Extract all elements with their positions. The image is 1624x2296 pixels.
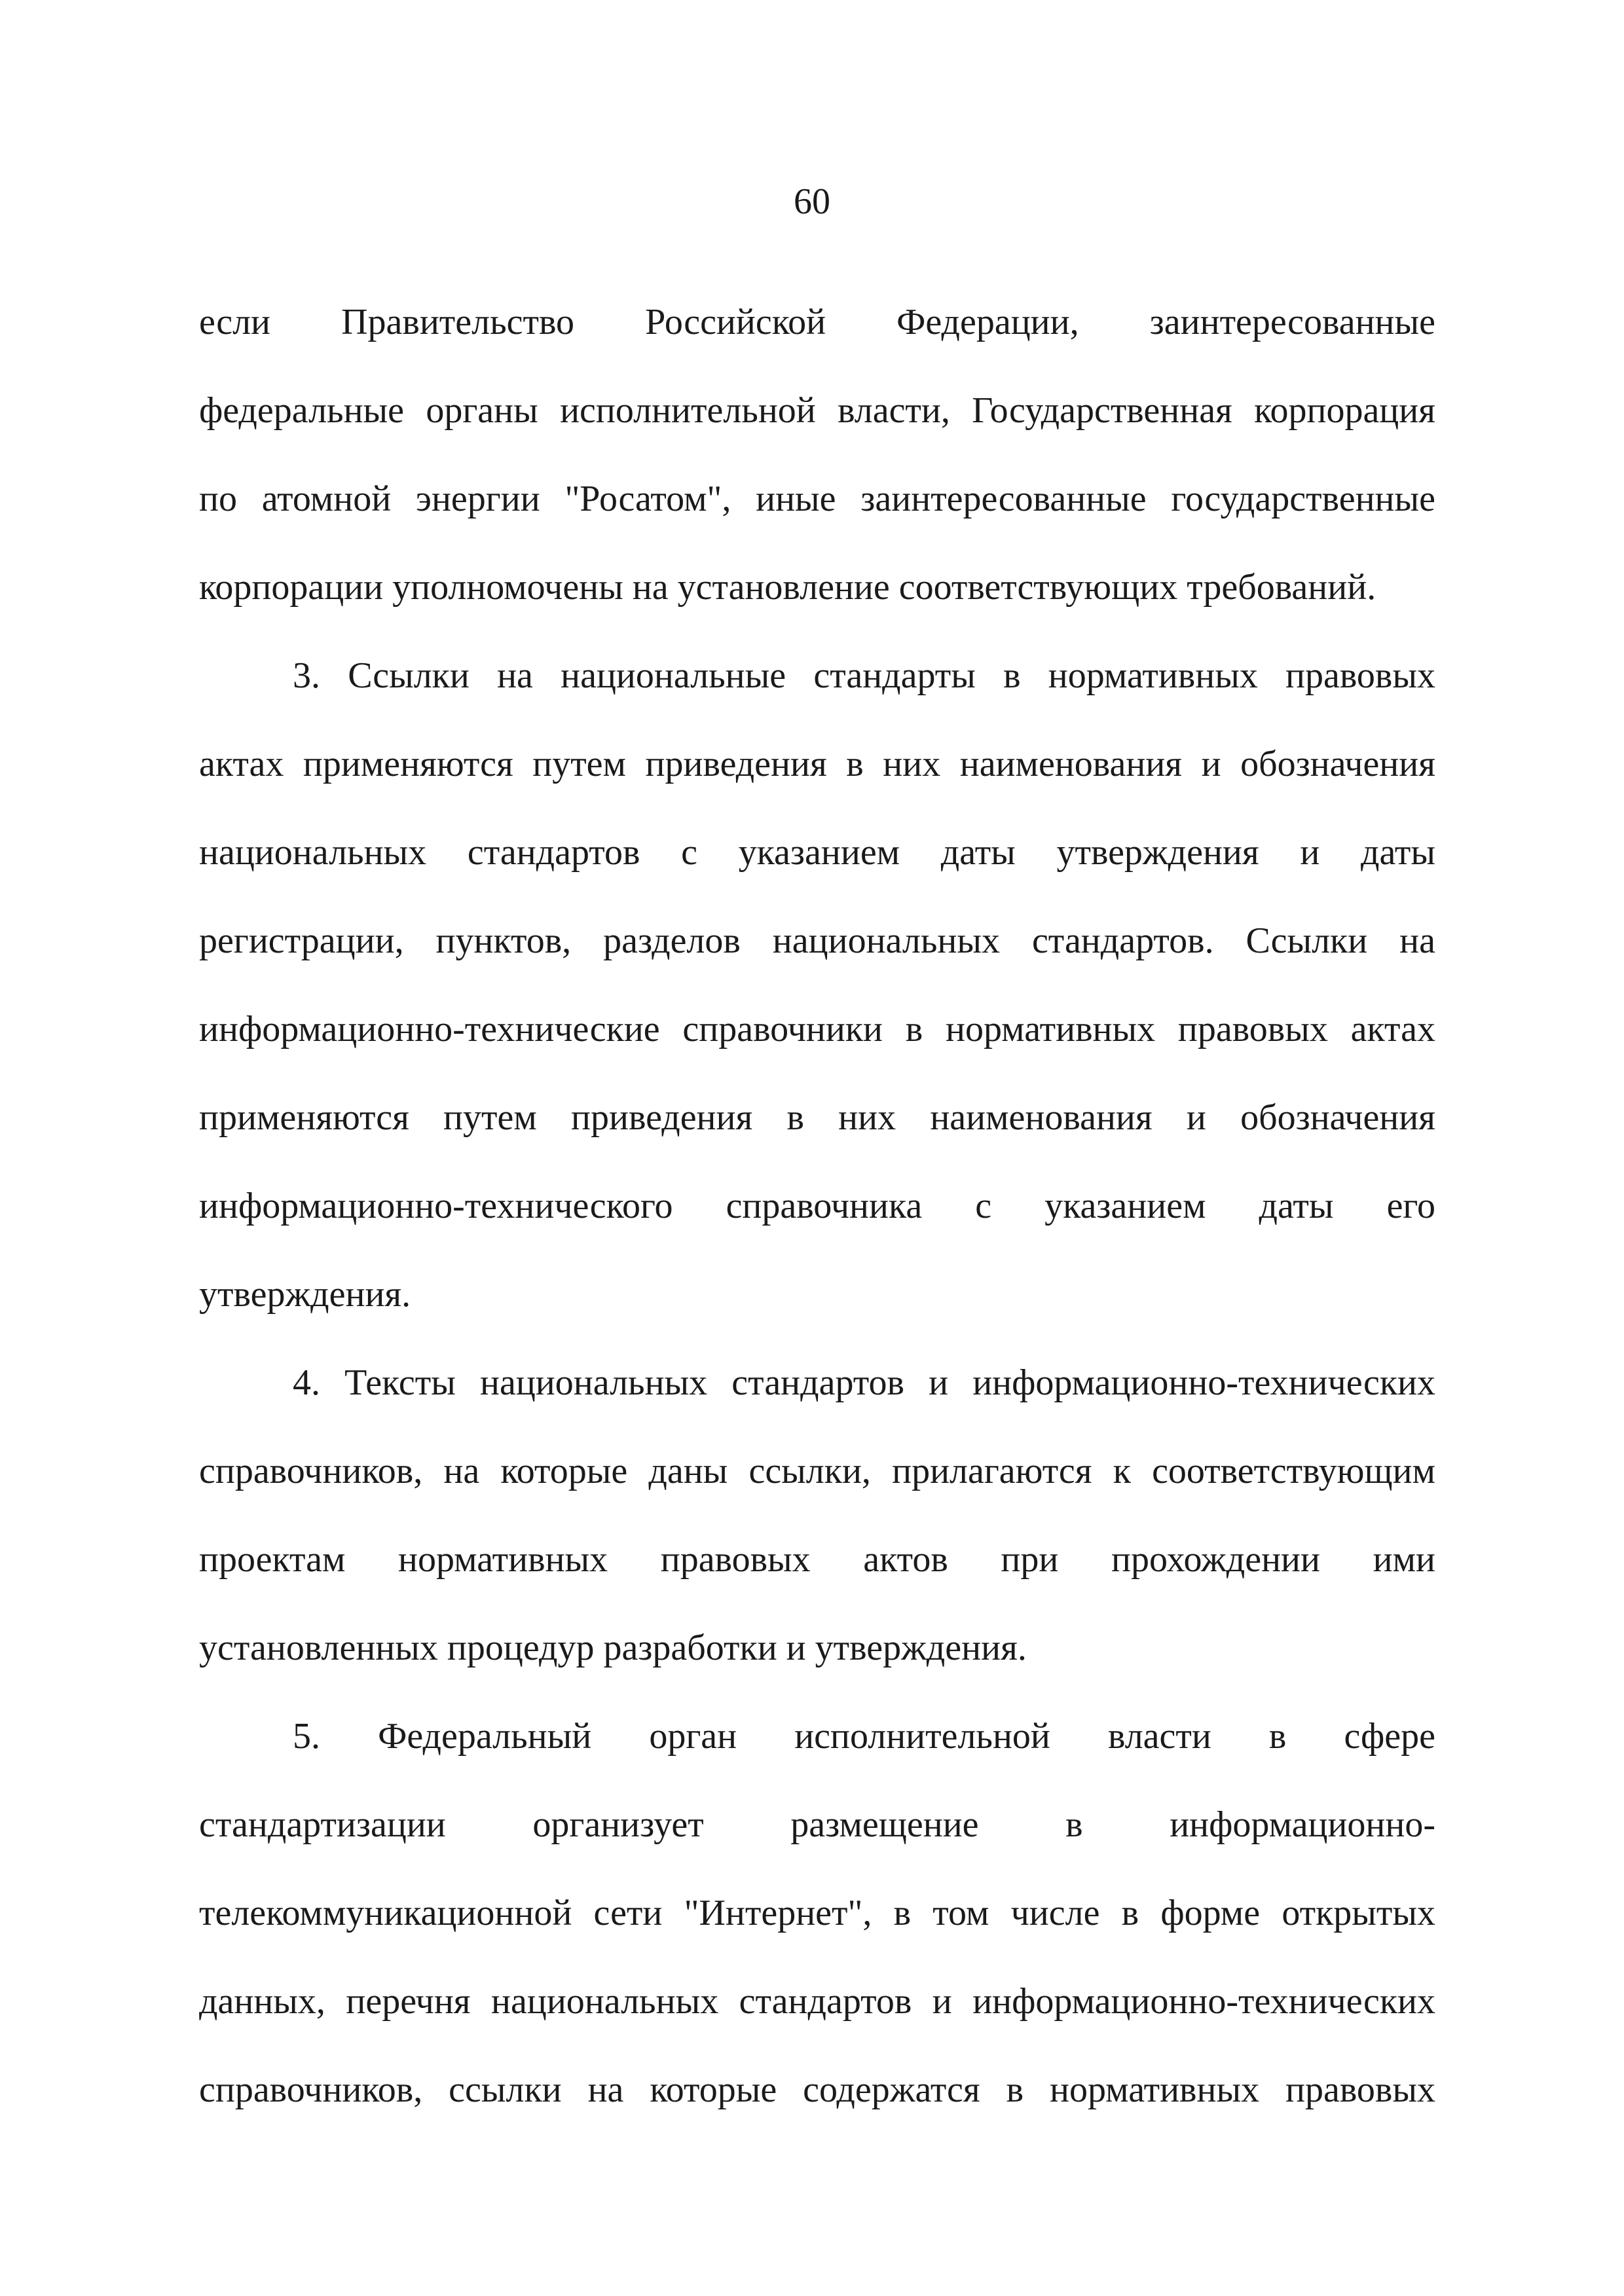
text-line: справочников, на которые даны ссылки, прилагаются к соответствующим [199, 1451, 1435, 1491]
text-line: если Правительство Российской Федерации, заинтересованные [199, 302, 1435, 342]
text-line: применяются путем приведения в них наименования и обозначения [199, 1097, 1435, 1138]
text-line: проектам нормативных правовых актов при прохождении ими [199, 1539, 1435, 1580]
text-line: справочников, ссылки на которые содержатся в нормативных правовых [199, 2069, 1435, 2110]
text-line: утверждения. [199, 1274, 411, 1315]
item-3-first-line: 3. Ссылки на национальные стандарты в нормативных правовых [293, 655, 1435, 696]
text-line: федеральные органы исполнительной власти, Государственная корпорация [199, 390, 1435, 431]
text-line: регистрации, пунктов, разделов национальных стандартов. Ссылки на [199, 920, 1435, 961]
document-body [199, 278, 1435, 2134]
text-line: по атомной энергии "Росатом", иные заинтересованные государственные [199, 479, 1435, 519]
item-5-first-line: 5. Федеральный орган исполнительной власти в сфере [293, 1716, 1435, 1757]
text-line: данных, перечня национальных стандартов и информационно-технических [199, 1981, 1435, 2022]
text-line: информационно-технические справочники в нормативных правовых актах [199, 1009, 1435, 1049]
text-line: информационно-технического справочника с указанием даты его [199, 1186, 1435, 1226]
text-line: корпорации уполномочены на установление соответствующих требований. [199, 567, 1376, 608]
text-line: стандартизации организует размещение в информационно- [199, 1804, 1435, 1845]
text-line: национальных стандартов с указанием даты утверждения и даты [199, 832, 1435, 873]
text-line: установленных процедур разработки и утверждения. [199, 1628, 1027, 1668]
page-number: 60 [794, 181, 830, 222]
text-line: телекоммуникационной сети "Интернет", в том числе в форме открытых [199, 1893, 1435, 1933]
item-4-first-line: 4. Тексты национальных стандартов и информационно-технических [293, 1362, 1435, 1403]
text-line: актах применяются путем приведения в них наименования и обозначения [199, 744, 1435, 784]
